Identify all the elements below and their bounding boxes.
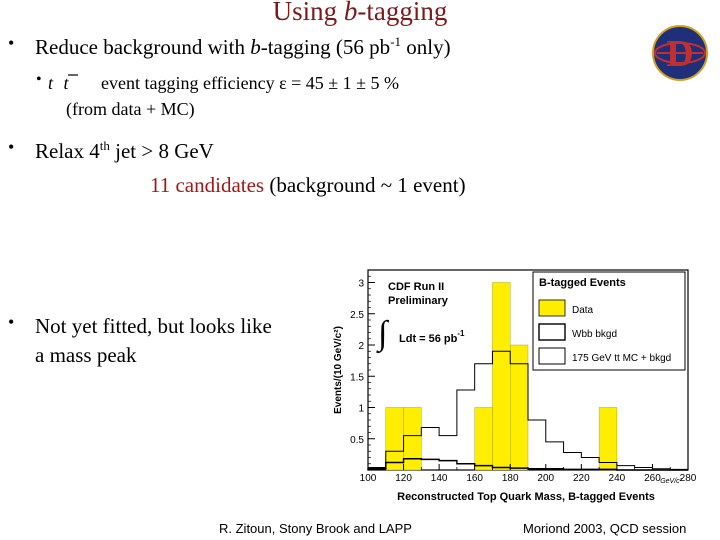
footer-author: R. Zitoun, Stony Brook and LAPP	[219, 521, 412, 536]
bullet1-prefix: Reduce background with	[35, 35, 251, 59]
bullet-relax-jet	[35, 138, 214, 164]
candidates-line	[150, 173, 466, 198]
bullet1-sup: -1	[390, 34, 402, 49]
candidates-background: (background ~ 1 event)	[264, 173, 466, 197]
x-tick-label: 180	[501, 473, 519, 484]
footer-conference: Moriond 2003, QCD session	[523, 521, 687, 536]
x-tick-label: 260	[644, 473, 661, 484]
d0-logo-icon	[651, 24, 709, 82]
y-tick-label: 3	[358, 278, 364, 290]
y-tick-label: 1	[358, 403, 364, 415]
legend-label-ttbar: 175 GeV tt MC + bkgd	[572, 353, 672, 364]
legend-swatch-ttbar	[539, 348, 565, 364]
bullet2-sup: th	[99, 138, 110, 153]
y-tick-label: 2	[358, 341, 364, 352]
title-suffix: -tagging	[357, 0, 448, 26]
efficiency-source: (from data + MC)	[66, 99, 195, 119]
legend-swatch-wbb	[539, 324, 565, 340]
y-tick-label: 1.5	[350, 372, 364, 384]
efficiency-text: event tagging efficiency ε = 45 ± 1 ± 5 %	[101, 73, 400, 93]
data-bar	[599, 408, 617, 471]
x-tick-label: 160	[466, 473, 484, 484]
data-bar	[475, 408, 493, 471]
lumi-text: Ldt = 56 pb	[399, 333, 458, 345]
title-prefix: Using	[272, 0, 344, 26]
lumi-sup: -1	[457, 329, 465, 338]
bullet1-suffix: only)	[401, 35, 451, 59]
bullet2-prefix: Relax 4	[35, 139, 100, 163]
tt-symbol: t t	[48, 73, 72, 93]
bullet1-em: b	[250, 35, 261, 59]
y-tick-label: 2.5	[350, 309, 364, 321]
title-em: b	[343, 0, 358, 26]
bullet1-mid: -tagging (56 pb	[260, 35, 391, 59]
legend-label-data: Data	[572, 305, 594, 316]
sub-bullet-dot: •	[36, 71, 42, 88]
y-tick-label: 0.5	[350, 434, 364, 446]
bullet-dot: •	[8, 312, 15, 332]
legend-label-wbb: Wbb bkgd	[572, 329, 618, 340]
x-tick-label: 240	[608, 473, 626, 484]
bullet-reduce-background	[35, 34, 451, 60]
bullet-dot: •	[8, 137, 15, 157]
bullet2-suffix: jet > 8 GeV	[109, 139, 214, 163]
bullet-mass-peak-line2: a mass peak	[35, 343, 137, 367]
legend-swatch-data	[539, 300, 565, 316]
cdf-run-label: CDF Run II	[388, 281, 445, 293]
x-tick-label: 100	[359, 473, 377, 484]
x-tick-label: 200	[537, 473, 555, 484]
candidates-count: 11 candidates	[150, 173, 265, 197]
x-tick-label: 280	[679, 473, 697, 484]
x-tick-label: 140	[430, 473, 448, 484]
preliminary-label: Preliminary	[388, 295, 448, 307]
y-axis-label: Events/(10 GeV/c²)	[333, 326, 344, 414]
bullet-dot: •	[8, 33, 15, 53]
data-bar	[492, 283, 510, 471]
x-tick-label: 220	[572, 473, 590, 484]
legend-title: B-tagged Events	[539, 277, 626, 289]
legend	[533, 272, 685, 370]
x-tick-label: 120	[395, 473, 412, 484]
tt-bar-icon	[48, 72, 96, 78]
logo-letter: D	[666, 33, 694, 75]
slide-title	[0, 0, 720, 27]
mass-histogram	[326, 262, 697, 510]
x-axis-label: Reconstructed Top Quark Mass, B-tagged Events	[397, 491, 655, 503]
bullet-mass-peak-line1: Not yet fitted, but looks like	[35, 314, 272, 338]
d0-logo	[651, 24, 709, 82]
histogram-panel	[326, 262, 697, 510]
data-bar	[386, 408, 404, 471]
integral-symbol: ∫	[378, 315, 388, 352]
data-bar	[404, 408, 422, 471]
x-unit-label: GeV/c²	[660, 478, 682, 485]
